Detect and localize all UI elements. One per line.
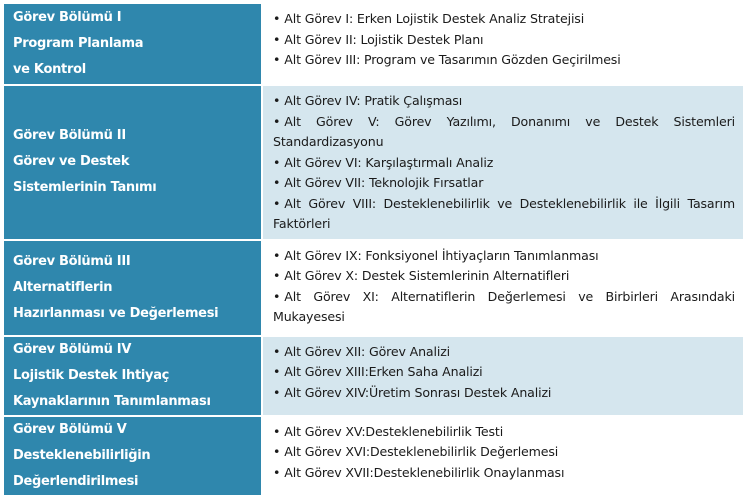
bullet-icon: • bbox=[273, 423, 281, 439]
bullet-icon: • bbox=[273, 444, 281, 459]
list-item bbox=[273, 342, 735, 363]
bullet-icon: • bbox=[273, 154, 281, 170]
section-title-cell bbox=[3, 3, 262, 85]
list-item bbox=[273, 422, 735, 443]
section-title-line: Lojistik Destek Ihtiyaç bbox=[13, 367, 170, 383]
list-item bbox=[273, 112, 735, 153]
section-title-line: Görev Bölümü II bbox=[13, 128, 126, 144]
subtask-text: Alt Görev XV:Desteklenebilirlik Testi bbox=[284, 423, 504, 439]
bullet-icon: • bbox=[273, 52, 281, 67]
table-row bbox=[3, 3, 744, 85]
list-item bbox=[273, 383, 735, 404]
section-title-line: Desteklenebilirliğin bbox=[13, 447, 151, 463]
subtask-text: Alt Görev XII: Görev Analizi bbox=[284, 343, 450, 359]
subtask-cell bbox=[262, 336, 744, 416]
section-title-line: Kaynaklarının Tanımlanması bbox=[13, 393, 211, 409]
subtask-text: Alt Görev X: Destek Sistemlerinin Alternatifleri bbox=[284, 268, 570, 283]
subtask-cell bbox=[262, 3, 744, 85]
section-title-line: Sistemlerinin Tanımı bbox=[13, 180, 157, 196]
bullet-icon: • bbox=[273, 195, 281, 211]
subtask-text: Alt Görev XI: Alternatiflerin Değerlemesi ve Birbirleri Arasındaki Mukayesesi bbox=[273, 288, 735, 324]
bullet-icon: • bbox=[273, 247, 281, 263]
list-item bbox=[273, 50, 735, 71]
subtask-text: Alt Görev VIII: Desteklenebilirlik ve Desteklenebilirlik ile İlgili Tasarım Faktörleri bbox=[273, 195, 735, 231]
table-row bbox=[3, 416, 744, 496]
list-item bbox=[273, 362, 735, 383]
section-title-cell bbox=[3, 85, 262, 240]
subtask-text: Alt Görev XVII:Desteklenebilirlik Onaylanması bbox=[284, 464, 565, 480]
subtask-text: Alt Görev VI: Karşılaştırmalı Analiz bbox=[284, 154, 494, 170]
bullet-icon: • bbox=[273, 268, 281, 283]
section-title-line: Görev Bölümü IV bbox=[13, 341, 132, 357]
section-title-cell bbox=[3, 240, 262, 336]
bullet-icon: • bbox=[273, 288, 281, 304]
bullet-icon: • bbox=[273, 175, 281, 190]
list-item bbox=[273, 30, 735, 51]
section-title-cell bbox=[3, 336, 262, 416]
section-title-line: Alternatiflerin bbox=[13, 279, 113, 295]
list-item bbox=[273, 442, 735, 463]
subtask-cell bbox=[262, 85, 744, 240]
list-item bbox=[273, 287, 735, 328]
list-item bbox=[273, 9, 735, 30]
bullet-icon: • bbox=[273, 464, 281, 480]
section-title-line: Görev Bölümü V bbox=[13, 421, 127, 437]
section-title-line: Görev Bölümü I bbox=[13, 10, 122, 25]
subtask-text: Alt Görev II: Lojistik Destek Planı bbox=[284, 31, 484, 47]
subtask-text: Alt Görev I: Erken Lojistik Destek Analiz Stratejisi bbox=[284, 11, 585, 26]
subtask-text: Alt Görev III: Program ve Tasarımın Gözden Geçirilmesi bbox=[284, 52, 621, 67]
list-item bbox=[273, 153, 735, 174]
list-item bbox=[273, 246, 735, 267]
subtask-cell bbox=[262, 416, 744, 496]
list-item bbox=[273, 91, 735, 112]
subtask-text: Alt Görev IV: Pratik Çalışması bbox=[284, 93, 463, 108]
bullet-icon: • bbox=[273, 11, 281, 26]
section-title-line: Program Planlama bbox=[13, 36, 144, 51]
subtask-text: Alt Görev XVI:Desteklenebilirlik Değerlemesi bbox=[284, 444, 559, 459]
table-row bbox=[3, 85, 744, 240]
bullet-icon: • bbox=[273, 384, 281, 400]
section-title-line: ve Kontrol bbox=[13, 62, 86, 77]
list-item bbox=[273, 463, 735, 484]
table-row bbox=[3, 336, 744, 416]
list-item bbox=[273, 194, 735, 235]
table-row bbox=[3, 240, 744, 336]
bullet-icon: • bbox=[273, 343, 281, 359]
section-title-line: Değerlendirilmesi bbox=[13, 473, 139, 489]
bullet-icon: • bbox=[273, 31, 281, 47]
subtask-text: Alt Görev XIII:Erken Saha Analizi bbox=[284, 364, 483, 379]
bullet-icon: • bbox=[273, 93, 281, 108]
task-table bbox=[2, 2, 745, 497]
section-title-line: Hazırlanması ve Değerlemesi bbox=[13, 305, 219, 321]
section-title-cell bbox=[3, 416, 262, 496]
subtask-text: Alt Görev XIV:Üretim Sonrası Destek Analizi bbox=[284, 384, 552, 400]
list-item bbox=[273, 266, 735, 287]
subtask-cell bbox=[262, 240, 744, 336]
subtask-text: Alt Görev VII: Teknolojik Fırsatlar bbox=[284, 175, 484, 190]
section-title-line: Görev Bölümü III bbox=[13, 253, 131, 269]
list-item bbox=[273, 173, 735, 194]
bullet-icon: • bbox=[273, 364, 281, 379]
subtask-text: Alt Görev V: Görev Yazılımı, Donanımı ve Destek Sistemleri Standardizasyonu bbox=[273, 113, 735, 149]
section-title-line: Görev ve Destek bbox=[13, 154, 130, 170]
subtask-text: Alt Görev IX: Fonksiyonel İhtiyaçların Tanımlanması bbox=[284, 247, 599, 263]
bullet-icon: • bbox=[273, 113, 281, 129]
